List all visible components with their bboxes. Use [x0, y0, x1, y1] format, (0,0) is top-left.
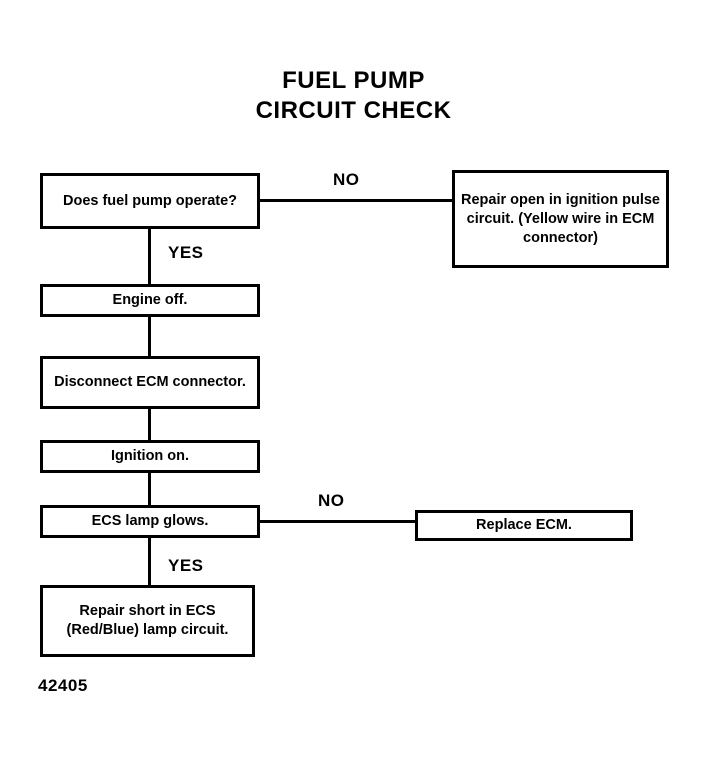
flow-node-ecs-lamp-glows: ECS lamp glows. — [40, 505, 260, 538]
edge-line-n6-n7 — [259, 520, 416, 523]
page-title — [0, 66, 707, 126]
figure-number: 42405 — [38, 676, 88, 695]
flow-node-disconnect-ecm-connector: Disconnect ECM connector. — [40, 356, 260, 409]
flow-node-replace-ecm: Replace ECM. — [415, 510, 633, 541]
title-line-1: FUEL PUMP — [282, 67, 425, 94]
flow-node-does-fuel-pump-operate: Does fuel pump operate? — [40, 173, 260, 229]
edge-label-no-2: NO — [318, 491, 345, 510]
edge-label-yes-1: YES — [168, 243, 204, 262]
edge-line-n6-n8 — [148, 537, 151, 585]
edge-line-n1-n2 — [259, 199, 454, 202]
edge-label-yes-2: YES — [168, 556, 204, 575]
flow-node-repair-short-ecs-lamp: Repair short in ECS (Red/Blue) lamp circuit. — [40, 585, 255, 657]
edge-line-n3-n4 — [148, 316, 151, 357]
flow-node-repair-open-ignition-pulse: Repair open in ignition pulse circuit. (Yellow wire in ECM connector) — [452, 170, 669, 268]
edge-label-no-1: NO — [333, 170, 360, 189]
edge-line-n4-n5 — [148, 408, 151, 440]
edge-line-n5-n6 — [148, 472, 151, 506]
edge-line-n1-n3 — [148, 228, 151, 285]
flow-node-ignition-on: Ignition on. — [40, 440, 260, 473]
flow-node-engine-off: Engine off. — [40, 284, 260, 317]
title-line-2: CIRCUIT CHECK — [255, 97, 452, 124]
